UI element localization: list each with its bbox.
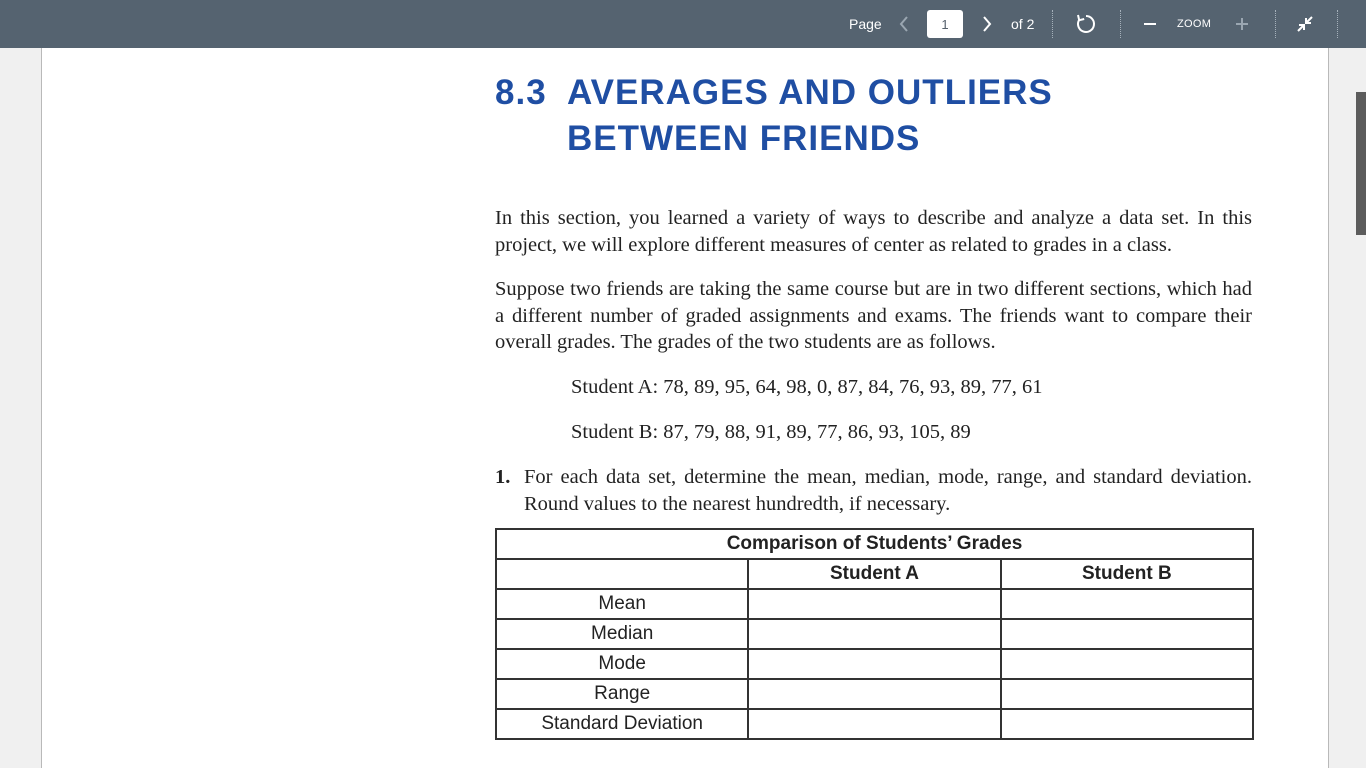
question-text: For each data set, determine the mean, median, mode, range, and standard deviation. Round values to the nearest hundredth, if necessary. <box>524 466 1252 515</box>
rotate-icon <box>1075 13 1097 35</box>
cell-student-a <box>748 649 1000 679</box>
table-title: Comparison of Students’ Grades <box>496 529 1253 559</box>
page-number-input[interactable] <box>927 10 963 38</box>
cell-student-a <box>748 679 1000 709</box>
zoom-out-button[interactable] <box>1140 0 1160 48</box>
cell-student-a <box>748 589 1000 619</box>
minus-icon <box>1142 16 1158 32</box>
intro-paragraph: In this section, you learned a variety of ways to describe and analyze a data set. In this project, we will explore different measures of center as related to grades in a class. <box>495 207 1252 256</box>
page-label: Page <box>849 16 882 32</box>
table-row <box>496 679 1253 709</box>
section-number: 8.3 <box>495 73 547 112</box>
cell-student-b <box>1001 709 1253 739</box>
next-page-button[interactable] <box>977 0 997 48</box>
column-header-student-a: Student A <box>748 559 1000 589</box>
page-count-label: of 2 <box>1011 16 1035 32</box>
row-label: Range <box>496 679 748 709</box>
table-row <box>496 619 1253 649</box>
cell-student-a <box>748 619 1000 649</box>
toolbar-divider <box>1337 10 1338 38</box>
section-title: AVERAGES AND OUTLIERS BETWEEN FRIENDS <box>567 73 1053 158</box>
toolbar-divider <box>1120 10 1121 38</box>
student-b-grades: Student B: 87, 79, 88, 91, 89, 77, 86, 93, 105, 89 <box>571 421 971 443</box>
table-row <box>496 709 1253 739</box>
grades-comparison-table <box>495 528 1254 740</box>
question-number: 1. <box>495 466 511 488</box>
scrollbar-thumb[interactable] <box>1356 92 1366 235</box>
scenario-paragraph: Suppose two friends are taking the same course but are in two different sections, which had a different number of graded assignments and exams. The friends want to compare their overall grades. The grades of the two students are as follows. <box>495 278 1252 353</box>
row-label: Mean <box>496 589 748 619</box>
column-header <box>496 559 748 589</box>
rotate-button[interactable] <box>1074 0 1098 48</box>
toolbar-divider <box>1052 10 1053 38</box>
plus-icon <box>1234 16 1250 32</box>
column-header-student-b: Student B <box>1001 559 1253 589</box>
row-label: Mode <box>496 649 748 679</box>
student-a-grades: Student A: 78, 89, 95, 64, 98, 0, 87, 84, 76, 93, 89, 77, 61 <box>571 376 1043 398</box>
chevron-left-icon <box>898 15 910 33</box>
row-label: Median <box>496 619 748 649</box>
previous-page-button[interactable] <box>894 0 914 48</box>
zoom-label: ZOOM <box>1177 18 1212 30</box>
cell-student-b <box>1001 589 1253 619</box>
viewer-toolbar <box>0 0 1366 48</box>
cell-student-b <box>1001 649 1253 679</box>
table-row <box>496 649 1253 679</box>
cell-student-b <box>1001 619 1253 649</box>
exit-fullscreen-button[interactable] <box>1294 0 1316 48</box>
table-row <box>496 589 1253 619</box>
cell-student-a <box>748 709 1000 739</box>
zoom-in-button[interactable] <box>1232 0 1252 48</box>
table-title-row <box>496 529 1253 559</box>
toolbar-divider <box>1275 10 1276 38</box>
chevron-right-icon <box>981 15 993 33</box>
table-header-row <box>496 559 1253 589</box>
collapse-icon <box>1295 14 1315 34</box>
row-label: Standard Deviation <box>496 709 748 739</box>
cell-student-b <box>1001 679 1253 709</box>
